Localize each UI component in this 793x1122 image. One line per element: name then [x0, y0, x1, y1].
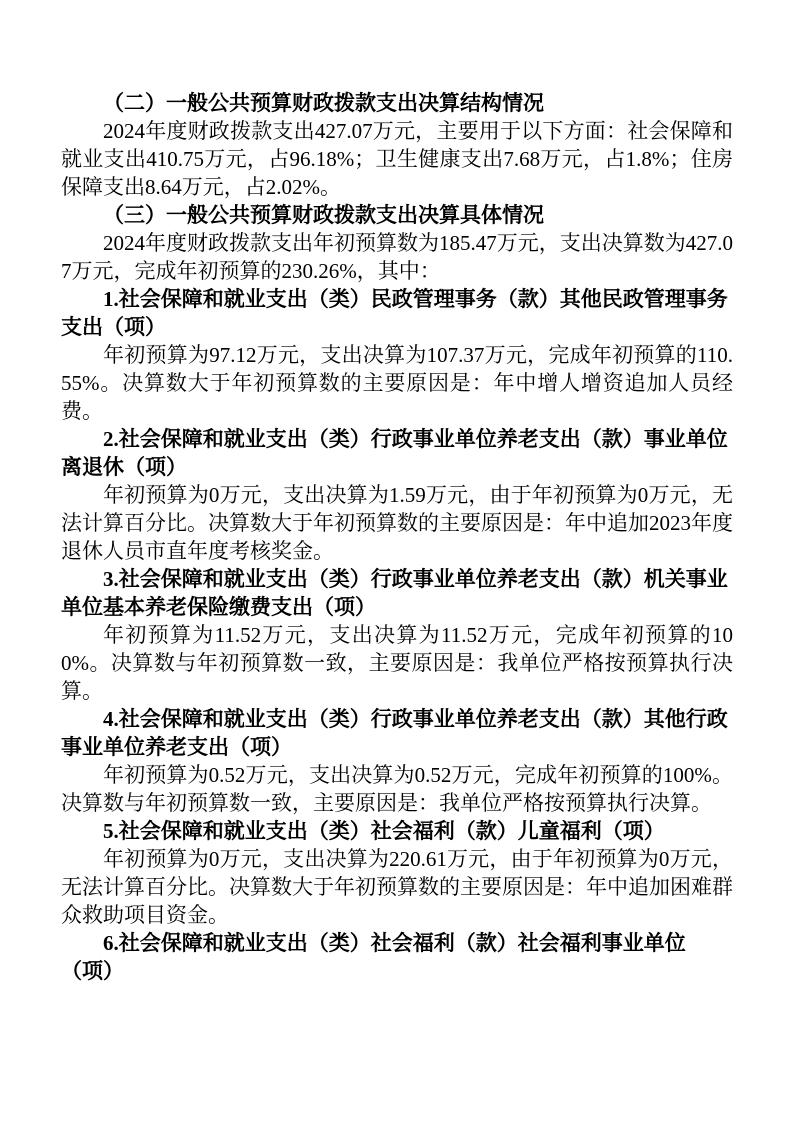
paragraph: 年初预算为97.12万元，支出决算为107.37万元，完成年初预算的110.55%。决算数大于年初预算数的主要原因是：年中增人增资追加人员经费。 [61, 343, 733, 423]
paragraph: 2024年度财政拨款支出年初预算数为185.47万元，支出决算数为427.07万元，完成年初预算的230.26%，其中： [61, 231, 733, 283]
item-heading: 6.社会保障和就业支出（类）社会福利（款）社会福利事业单位（项） [61, 931, 686, 983]
document-body [61, 89, 733, 985]
paragraph: 年初预算为11.52万元，支出决算为11.52万元，完成年初预算的100%。决算数与年初预算数一致，主要原因是：我单位严格按预算执行决算。 [61, 623, 733, 703]
item-heading: 3.社会保障和就业支出（类）行政事业单位养老支出（款）机关事业单位基本养老保险缴费支出（项） [61, 567, 728, 619]
item-heading: 5.社会保障和就业支出（类）社会福利（款）儿童福利（项） [103, 819, 665, 843]
paragraph: 年初预算为0万元，支出决算为220.61万元，由于年初预算为0万元，无法计算百分比。决算数大于年初预算数的主要原因是：年中追加困难群众救助项目资金。 [61, 847, 733, 927]
paragraph: 年初预算为0万元，支出决算为1.59万元，由于年初预算为0万元，无法计算百分比。决算数大于年初预算数的主要原因是：年中追加2023年度退休人员市直年度考核奖金。 [61, 483, 733, 563]
item-heading: 1.社会保障和就业支出（类）民政管理事务（款）其他民政管理事务支出（项） [61, 287, 728, 339]
item-heading: 4.社会保障和就业支出（类）行政事业单位养老支出（款）其他行政事业单位养老支出（项） [61, 707, 728, 759]
paragraph: 2024年度财政拨款支出427.07万元，主要用于以下方面：社会保障和就业支出410.75万元，占96.18%；卫生健康支出7.68万元，占1.8%；住房保障支出8.64万元，占2.02%。 [61, 119, 733, 199]
section-heading: （三）一般公共预算财政拨款支出决算具体情况 [103, 203, 544, 227]
paragraph: 年初预算为0.52万元，支出决算为0.52万元，完成年初预算的100%。决算数与年初预算数一致，主要原因是：我单位严格按预算执行决算。 [61, 763, 733, 815]
item-heading: 2.社会保障和就业支出（类）行政事业单位养老支出（款）事业单位离退休（项） [61, 427, 728, 479]
section-heading: （二）一般公共预算财政拨款支出决算结构情况 [103, 91, 544, 115]
